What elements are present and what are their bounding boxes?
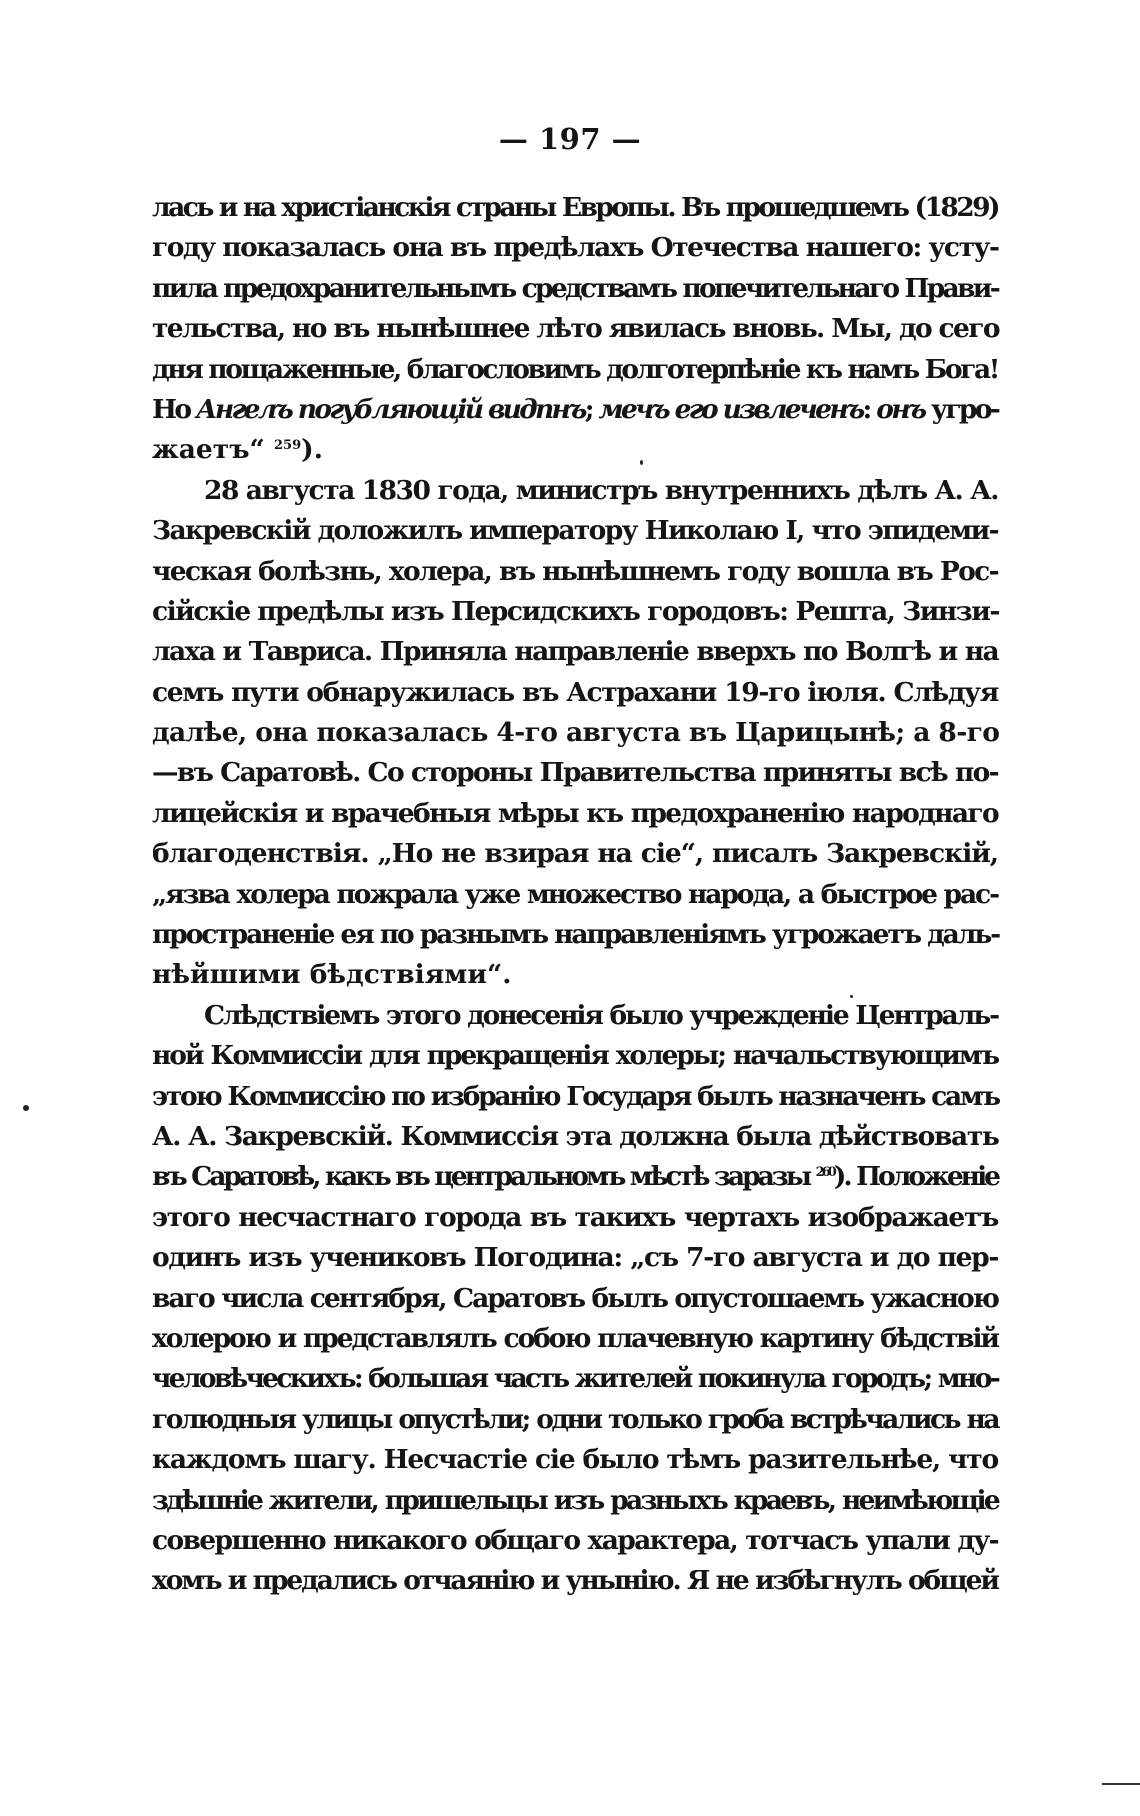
footnote-marker: 260 xyxy=(815,1165,834,1181)
text-line: дня пощаженные, благословимъ долготерпѣніе къ намъ Бога! xyxy=(152,353,998,385)
text-line: пила предохранительнымъ средствамъ попечительнаго Прави- xyxy=(152,272,998,304)
line-segment: : xyxy=(862,393,877,425)
text-line: сійскіе предѣлы изъ Персидскихъ городовъ: Решта, Зинзи- xyxy=(152,595,999,627)
line-segment: ; xyxy=(584,393,599,425)
text-line: ческая болѣзнь, холера, въ нынѣшнемъ году вошла въ Рос- xyxy=(152,555,998,587)
text-line: ваго числа сентября, Саратовъ былъ опустошаемъ ужасною xyxy=(152,1282,998,1314)
text-line: —въ Саратовѣ. Со стороны Правительства приняты всѣ по- xyxy=(152,757,998,789)
text-line: А. А. Закревскій. Коммиссія эта должна была дѣйствовать xyxy=(152,1120,999,1152)
line-segment: жаетъ“ xyxy=(152,434,275,466)
line-segment: угро- xyxy=(924,393,998,425)
body-text xyxy=(152,188,998,1602)
text-line: далѣе, она показалась 4-го августа въ Царицынѣ; а 8-го xyxy=(152,717,1000,749)
text-line: этою Коммиссію по избранію Государя былъ назначенъ самъ xyxy=(152,1080,999,1112)
text-line: голюдныя улицы опустѣли; одни только гроба встрѣчались на xyxy=(152,1403,998,1435)
text-line: ной Коммиссіи для прекращенія холеры; начальствующимъ xyxy=(152,1040,998,1072)
text-line: „язва холера пожрала уже множество народа, а быстрое рас- xyxy=(152,878,998,910)
scan-speck xyxy=(850,995,853,998)
text-line: 28 августа 1830 года, министръ внутреннихъ дѣлъ А. А. xyxy=(204,474,998,506)
line-segment: Но xyxy=(152,393,196,425)
text-line: человѣческихъ: большая часть жителей покинула городъ; мно- xyxy=(152,1363,998,1395)
line-segment: ). Положеніе xyxy=(833,1161,998,1193)
italic-phrase: Ангелъ погубляющій видпнъ xyxy=(195,393,585,425)
text-line: этого несчастнаго города въ такихъ чертахъ изображаетъ xyxy=(152,1201,998,1233)
text-line: тельства, но въ нынѣшнее лѣто явилась вновь. Мы, до сего xyxy=(152,313,999,345)
text-line-with-footnote xyxy=(152,430,998,470)
text-line: совершенно никакого общаго характера, тотчасъ упали ду- xyxy=(152,1524,998,1556)
text-line: лась и на христіанскія страны Европы. Въ прошедшемъ (1829) xyxy=(152,192,998,223)
scan-speck xyxy=(640,460,643,465)
text-line: здѣшніе жители, пришельцы изъ разныхъ краевъ, неимѣющіе xyxy=(152,1484,998,1516)
text-line: Слѣдствіемъ этого донесенія было учрежденіе Централь- xyxy=(204,999,998,1031)
text-line: холерою и представлялъ собою плачевную картину бѣдствій xyxy=(152,1322,998,1354)
line-segment: ). xyxy=(301,434,323,466)
text-line: году показалась она въ предѣлахъ Отечества нашего: усту- xyxy=(152,232,999,264)
text-line: каждомъ шагу. Несчастіе сіе было тѣмъ разительнѣе, что xyxy=(152,1444,998,1476)
text-line-with-emphasis xyxy=(152,390,998,430)
text-line: нѣйшими бѣдствіями“. xyxy=(152,959,512,991)
text-line: пространеніе ея по разнымъ направленіямъ угрожаетъ даль- xyxy=(152,919,1000,951)
line-segment: въ Саратовѣ, какъ въ центральномъ мѣстѣ заразы xyxy=(152,1161,816,1193)
text-line: лаха и Тавриса. Приняла направленіе вверхъ по Волгѣ и на xyxy=(152,636,998,668)
text-line: одинъ изъ учениковъ Погодина: „съ 7-го августа и до пер- xyxy=(152,1242,998,1274)
scan-edge-mark xyxy=(1102,1783,1140,1785)
text-line: благоденствія. „Но не взирая на сіе“, писалъ Закревскій, xyxy=(152,838,998,870)
text-line-with-footnote xyxy=(152,1157,998,1197)
text-line: хомъ и предались отчаянію и унынію. Я не избѣгнулъ общей xyxy=(152,1565,998,1597)
page-number: — 197 — xyxy=(498,122,642,156)
text-line: семъ пути обнаружилась въ Астрахани 19-го іюля. Слѣдуя xyxy=(152,676,998,708)
italic-phrase: мечъ его извлеченъ xyxy=(598,393,863,425)
text-line: Закревскій доложилъ императору Николаю I, что эпидеми- xyxy=(152,515,998,547)
text-line: лицейскія и врачебныя мѣры къ предохраненію народнаго xyxy=(152,797,998,829)
scan-speck xyxy=(23,1105,29,1111)
italic-phrase: онъ xyxy=(876,393,925,425)
footnote-marker: 259 xyxy=(274,438,302,454)
